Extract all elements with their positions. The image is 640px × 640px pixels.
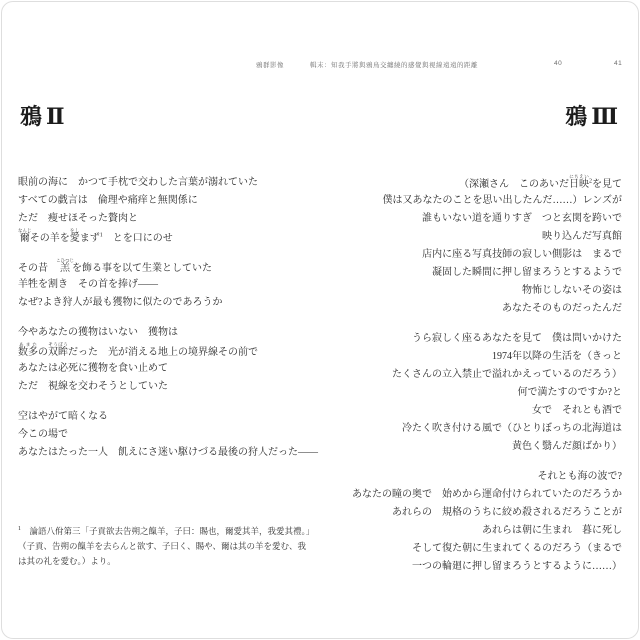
poem-line: その昔 羔こひつじを飾る事を以て生業としていた <box>18 258 212 274</box>
poem-line: 物怖じしないその姿は <box>522 285 622 296</box>
poem-line: あれらは朝に生まれ 暮に死し <box>482 525 622 536</box>
stanza <box>316 468 622 576</box>
poem-line: そして復た朝に生まれてくるのだろう（まるで <box>412 543 622 554</box>
poem-line: 爾なんじその羊を愛をしまず$^1$ とを口にのせ <box>18 228 173 244</box>
poem-line: 1974年以降の生活を（きっと <box>492 351 622 362</box>
poem-line: あなたの瞳の奥で 始めから運命付けられていたのだろうか <box>352 489 622 500</box>
poem-line: あなたはたった一人 飢えにさ迷い駆けづる最後の狩人だった―― <box>18 447 318 458</box>
stanza <box>316 330 622 456</box>
left-page <box>18 0 328 640</box>
poem-line: あなたそのものだったんだ <box>502 303 622 314</box>
poem-line: 店内に座る写真技師の寂しい側影は まるで <box>422 249 622 260</box>
page-number-right: 41 <box>614 60 623 67</box>
poem-line: ただ 視線を交わそうとしていた <box>18 381 168 392</box>
ruby-annotation: 数多あまた <box>18 342 38 358</box>
right-poem-body <box>316 174 622 588</box>
poem-line: 僕は又あなたのことを思い出したんだ……）レンズが <box>382 195 622 206</box>
poem-line: すべての戯言は 倫理や痛痒と無関係に <box>18 195 198 206</box>
left-poem-title: 鴉Ⅱ <box>20 104 69 129</box>
poem-line: 誰もいない道を通りすぎ つと玄関を跨いで <box>422 213 622 224</box>
poem-line: 眼前の海に かつて手枕で交わした言葉が溺れていた <box>18 177 258 188</box>
ruby-annotation: 爾なんじ <box>18 228 32 244</box>
poem-line: 映り込んだ写真館 <box>542 231 622 242</box>
poem-line: 羊牲を割き その首を捧げ―― <box>18 279 158 290</box>
poem-line: なぜ?よき狩人が最も獲物に似たのであろうか <box>18 297 223 308</box>
poem-line: あなたは必死に獲物を食い止めて <box>18 363 168 374</box>
poem-line: たくさんの立入禁止で溢れかえっているのだろう） <box>392 369 622 380</box>
stanza <box>18 258 328 312</box>
ruby-annotation: 日映にちえい <box>569 174 589 190</box>
poem-line: 一つの輪廻に押し留まろうとするように……） <box>412 561 622 572</box>
stanza <box>18 408 328 462</box>
page-number-left: 40 <box>554 60 563 67</box>
poem-line: 数多あまたの双眸そうぼうだった 光が消える地上の境界線その前で <box>18 342 258 358</box>
poem-line: 黄色く翳んだ顔ばかり） <box>512 441 622 452</box>
poem-line: 空はやがて暗くなる <box>18 411 108 422</box>
header-chapter-label: 輯末：知我手將與鴉鳥交纏繞的感覺與視線遠遠的距離 <box>310 62 478 69</box>
poem-line: 凝固した瞬間に押し留まろうとするようで <box>432 267 622 278</box>
poem-line: 女で それとも酒で <box>532 405 622 416</box>
right-poem-title: 鴉Ⅲ <box>565 104 622 129</box>
stanza <box>316 174 622 318</box>
poem-line: （深瀬さん このあいだ日映にちえい$^2$を見て <box>459 174 622 190</box>
footnote-marker: 2 <box>589 178 592 185</box>
stanza <box>18 324 328 396</box>
poem-line: うら寂しく座るあなたを見て 僕は問いかけた <box>412 333 622 344</box>
footnote: $^1$ 論語八佾第三「子貢欲去告朔之餼羊，子曰：賜也，爾愛其羊，我愛其禮。」（子貢、告朔の餼羊を去らんと欲す、子曰く、賜や、爾は其の羊を愛む、我は其の礼を愛む。）より。 <box>18 526 311 566</box>
poem-line: ただ 痩せほそった贅肉と <box>18 213 138 224</box>
ruby-annotation: 愛をし <box>69 228 80 244</box>
poem-line: それとも海の波で? <box>537 471 622 482</box>
stanza <box>18 174 328 246</box>
poem-line: 何で満たすのですか?と <box>517 387 622 398</box>
header-series-label: 鴉群影像 <box>256 62 284 69</box>
poem-line: 今この場で <box>18 429 68 440</box>
right-page <box>316 0 622 640</box>
ruby-annotation: 双眸そうぼう <box>48 342 68 358</box>
ruby-annotation: 羔こひつじ <box>56 258 74 274</box>
footnote-marker: 1 <box>18 526 21 533</box>
left-poem-body <box>18 174 328 474</box>
poem-line: あれらの 規格のうちに絞め殺されるだろうことが <box>392 507 622 518</box>
footnote-marker: 1 <box>99 232 103 239</box>
poem-line: 冷たく吹き付ける風で（ひとりぼっちの北海道は <box>402 423 622 434</box>
poem-line: 今やあなたの獲物はいない 獲物は <box>18 327 178 338</box>
